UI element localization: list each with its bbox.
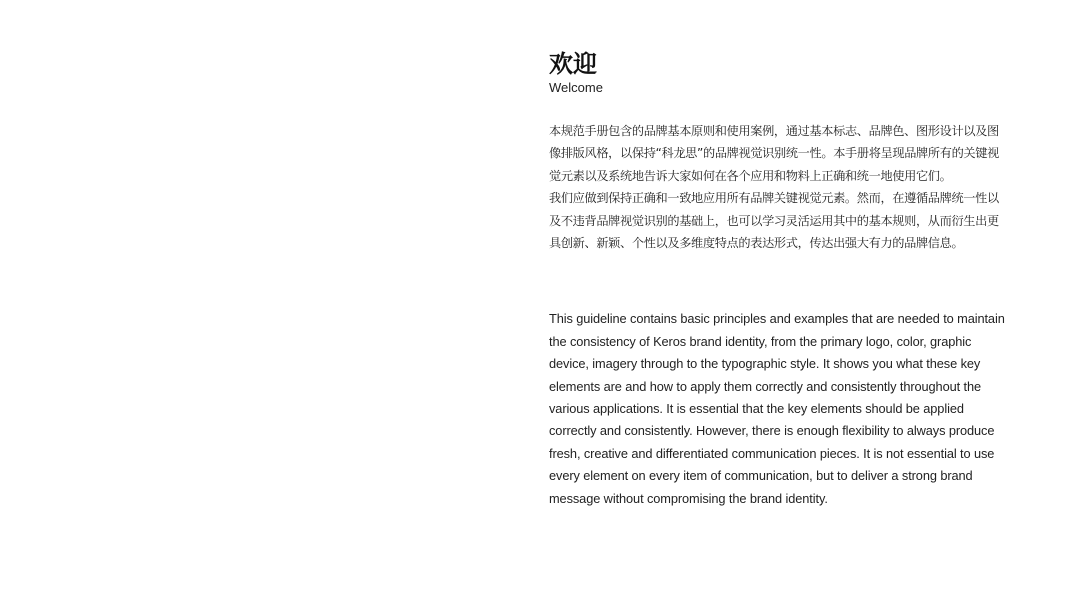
english-paragraph: This guideline contains basic principles and examples that are needed to maintain the consistency of Keros brand identity, from the primary logo, color, graphic device, imagery through to the typographic style. It shows you what these key elements are and how to apply them correctly and consistently throughout the various applications. It is essential that the key elements should be applied correctly and consistently. However, there is enough flexibility to always produce fresh, creative and differentiated communication pieces. It is not essential to use every element on every item of communication, but to deliver a strong brand message without compromising the brand identity. [549,311,1005,506]
chinese-paragraph-1: 本规范手册包含的品牌基本原则和使用案例，通过基本标志、品牌色、图形设计以及图像排版风格，以保持“科龙思”的品牌视觉识别统一性。本手册将呈现品牌所有的关键视觉元素以及系统地告诉大家如何在各个应用和物料上正确和统一地使用它们。 [549,124,999,183]
welcome-section [549,50,1009,510]
english-body-text [549,308,1007,510]
chinese-body-text [549,120,1009,254]
page-title-english: Welcome [549,80,603,95]
page-title-chinese: 欢迎 [549,50,597,78]
chinese-paragraph-2: 我们应做到保持正确和一致地应用所有品牌关键视觉元素。然而，在遵循品牌统一性以及不违背品牌视觉识别的基础上，也可以学习灵活运用其中的基本规则，从而衍生出更具创新、新颖、个性以及多维度特点的表达形式，传达出强大有力的品牌信息。 [549,191,999,251]
